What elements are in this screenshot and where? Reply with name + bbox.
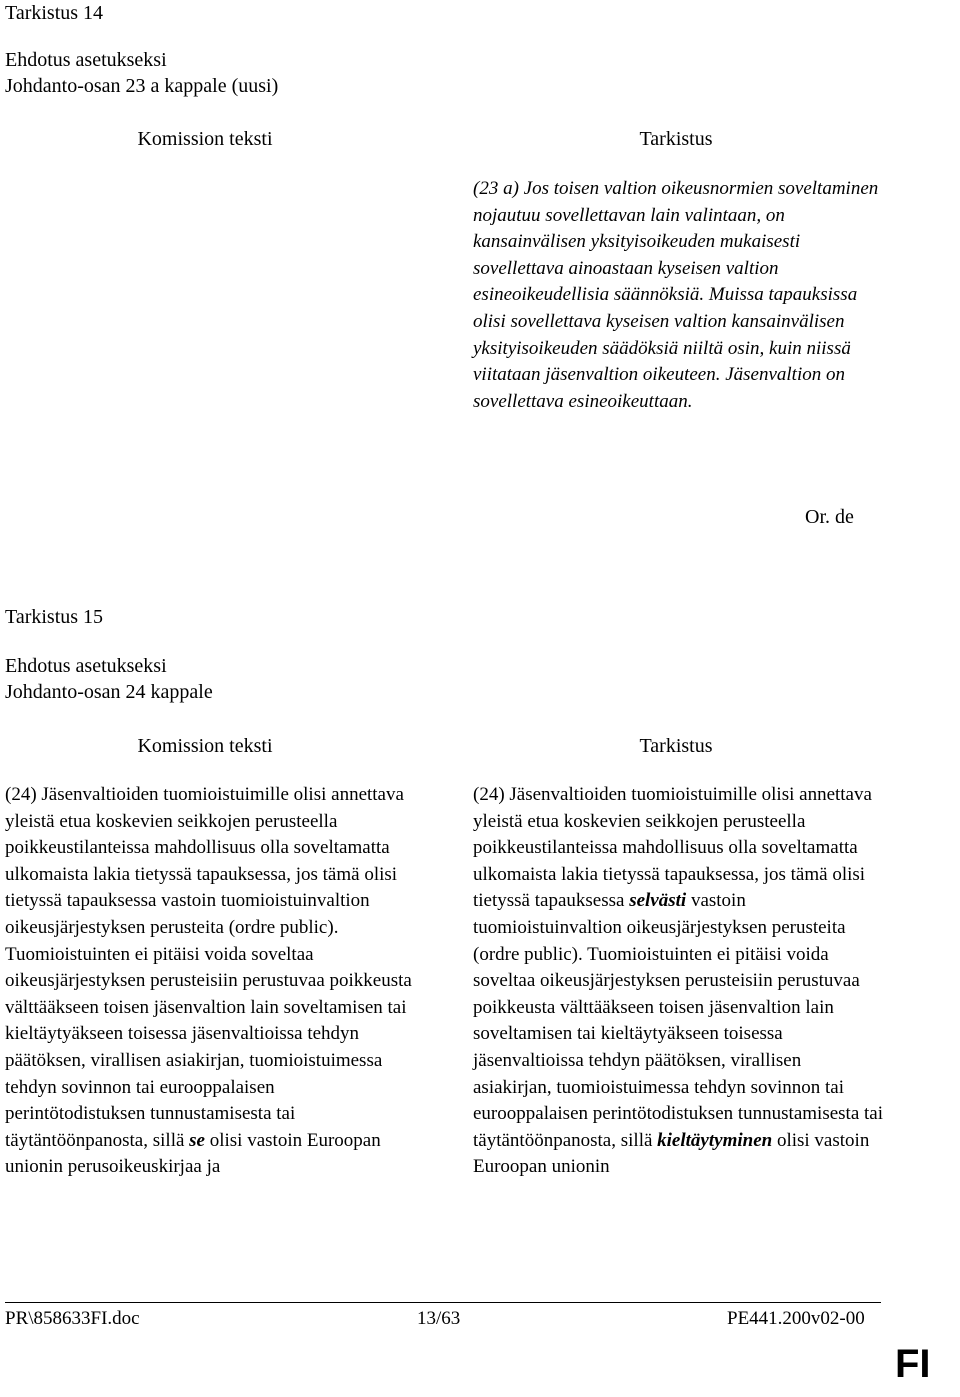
- original-language: Or. de: [805, 506, 854, 528]
- proposal-label: Ehdotus asetukseksi: [5, 49, 167, 71]
- amendment-right-text: (23 a) Jos toisen valtion oikeusnormien soveltaminen nojautuu sovellettavan lain valintaan, on kansainvälisen yksityisoikeuden mukaisesti sovellettava ainoastaan kyseisen valtion esineoikeudellisia säännöksiä. Muissa tapauksissa olisi sovellettava kyseisen valtion kansainvälisen yksityisoikeuden säädöksiä niiltä osin, kuin niissä viitataan jäsenvaltion oikeuteen. Jäsenvaltion on sovellettava esineoikeuttaan.: [473, 178, 879, 412]
- reference-label: Johdanto-osan 24 kappale: [5, 681, 213, 703]
- amendment-text-part: olisi vastoin Euroopan unionin: [473, 1129, 870, 1178]
- amendment-title: Tarkistus 15: [5, 606, 104, 628]
- footer-doc-ref: PR\858633FI.doc: [5, 1308, 140, 1329]
- column-header-amendment: Tarkistus: [639, 735, 713, 757]
- proposal-label: Ehdotus asetukseksi: [5, 655, 167, 677]
- reference-label: Johdanto-osan 23 a kappale (uusi): [5, 75, 279, 97]
- footer-language-code: FI: [895, 1342, 931, 1386]
- column-header-commission: Komission teksti: [137, 735, 273, 757]
- amendment-text: [473, 782, 883, 1181]
- amendment-text-emphasis: kieltäytyminen: [657, 1129, 773, 1151]
- amendment-text-part: (24) Jäsenvaltioiden tuomioistuimille olisi annettava yleistä etua koskevien seikkojen perusteella poikkeustilanteissa mahdollisuus olla soveltamatta ulkomaista lakia tietyssä tapauksessa, jos tämä olisi tietyssä tapauksessa: [473, 784, 872, 912]
- amendment-title: Tarkistus 14: [5, 2, 104, 24]
- footer-page-number: 13/63: [417, 1308, 461, 1329]
- footer-rule: [5, 1302, 881, 1303]
- amendment-text-part: vastoin tuomioistuinvaltion oikeusjärjestyksen perusteita (ordre public). Tuomioistuinten ei pitäisi voida soveltaa oikeusjärjestyksen perusteisiin perustuvaa poikkeusta välttääkseen toisen jäsenvaltion lain soveltamisen tai kieltäytyäkseen toisessa jäsenvaltioissa tehdyn päätöksen, virallisen asiakirjan, tuomioistuimessa tehdyn sovinnon tai eurooppalaisen perintötodistuksen tunnustamisesta tai täytäntöönpanosta, sillä: [473, 890, 884, 1151]
- commission-text-emphasis: se: [189, 1129, 205, 1151]
- commission-text-part: (24) Jäsenvaltioiden tuomioistuimille olisi annettava yleistä etua koskevien seikkojen perusteella poikkeustilanteissa mahdollisuus olla soveltamatta ulkomaista lakia tietyssä tapauksessa, jos tämä olisi tietyssä tapauksessa vastoin tuomioistuinvaltion oikeusjärjestyksen perusteita (ordre public). Tuomioistuinten ei pitäisi voida soveltaa oikeusjärjestyksen perusteisiin perustuvaa poikkeusta välttääkseen toisen jäsenvaltion lain soveltamisen tai kieltäytyäkseen toisessa jäsenvaltioissa tehdyn päätöksen, virallisen asiakirjan, tuomioistuimessa tehdyn sovinnon tai eurooppalaisen perintötodistuksen tunnustamisesta tai täytäntöönpanosta, sillä: [5, 784, 412, 1151]
- column-header-commission: Komission teksti: [137, 128, 273, 150]
- commission-text-part: olisi vastoin Euroopan unionin perusoikeuskirjaa ja: [5, 1129, 381, 1178]
- footer-pe-ref: PE441.200v02-00: [727, 1308, 865, 1329]
- commission-text: [5, 782, 415, 1181]
- amendment-text-emphasis: selvästi: [629, 890, 687, 912]
- column-header-amendment: Tarkistus: [639, 128, 713, 150]
